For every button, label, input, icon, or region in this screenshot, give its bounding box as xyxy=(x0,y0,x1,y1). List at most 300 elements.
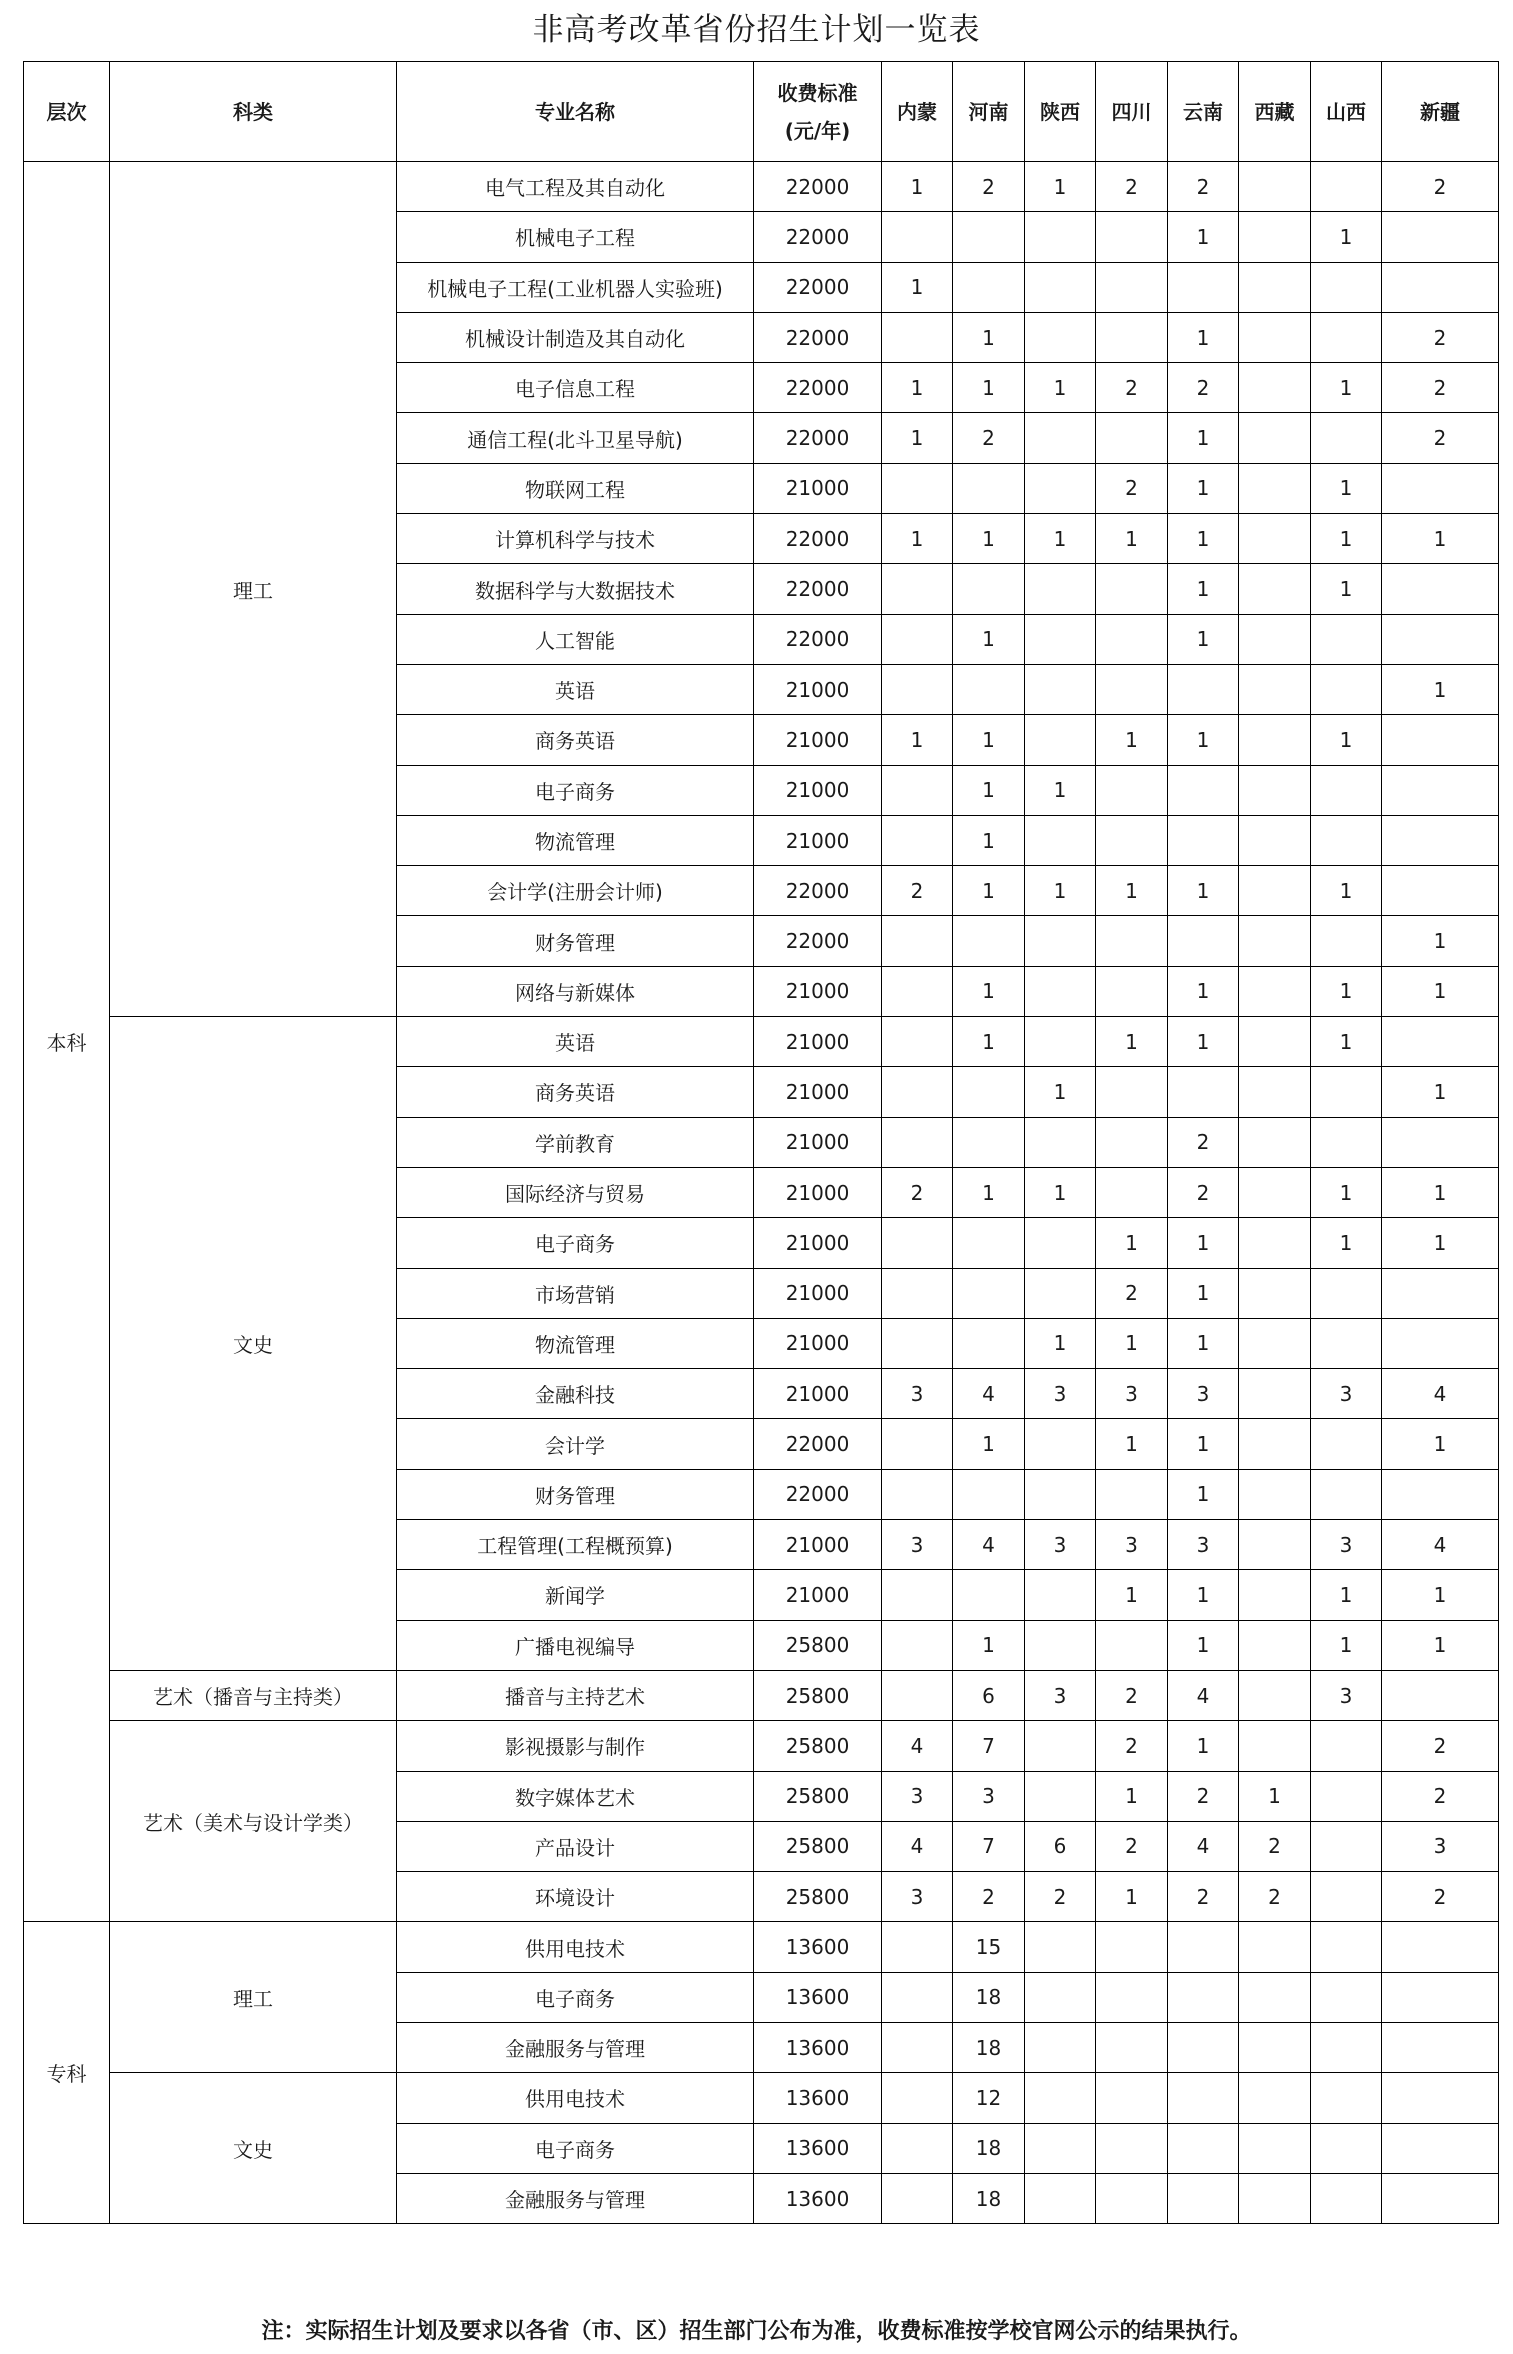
quota-cell: 2 xyxy=(1382,413,1499,463)
quota-cell xyxy=(1311,1117,1382,1167)
quota-cell xyxy=(882,212,953,262)
fee-cell: 21000 xyxy=(754,1520,882,1570)
quota-cell: 2 xyxy=(882,1167,953,1217)
quota-cell xyxy=(882,916,953,966)
quota-cell: 2 xyxy=(1239,1821,1311,1871)
quota-cell xyxy=(1311,1318,1382,1368)
fee-cell: 25800 xyxy=(754,1721,882,1771)
quota-cell xyxy=(1168,664,1239,714)
quota-cell: 2 xyxy=(1168,1872,1239,1922)
quota-cell: 2 xyxy=(1168,1771,1239,1821)
quota-cell xyxy=(1025,1570,1096,1620)
quota-cell xyxy=(953,212,1025,262)
quota-cell: 1 xyxy=(1168,1017,1239,1067)
quota-cell xyxy=(1311,1972,1382,2022)
quota-cell xyxy=(1025,2073,1096,2123)
quota-cell xyxy=(1311,614,1382,664)
quota-cell: 1 xyxy=(1311,966,1382,1016)
fee-cell: 21000 xyxy=(754,1268,882,1318)
quota-cell: 3 xyxy=(882,1771,953,1821)
quota-cell: 1 xyxy=(1096,1771,1168,1821)
quota-cell: 1 xyxy=(1311,1218,1382,1268)
quota-cell xyxy=(1239,2073,1311,2123)
quota-cell: 2 xyxy=(1168,363,1239,413)
quota-cell: 1 xyxy=(1025,363,1096,413)
quota-cell xyxy=(1311,1771,1382,1821)
quota-cell xyxy=(1311,2173,1382,2223)
fee-cell: 25800 xyxy=(754,1771,882,1821)
major-cell: 金融服务与管理 xyxy=(397,2022,754,2072)
quota-cell: 1 xyxy=(1382,1067,1499,1117)
quota-cell: 2 xyxy=(1096,463,1168,513)
quota-cell: 1 xyxy=(882,363,953,413)
quota-cell: 1 xyxy=(1311,463,1382,513)
quota-cell: 3 xyxy=(1096,1520,1168,1570)
quota-cell xyxy=(1025,916,1096,966)
quota-cell: 1 xyxy=(1168,564,1239,614)
quota-cell: 1 xyxy=(1096,1218,1168,1268)
quota-cell: 2 xyxy=(1096,162,1168,212)
quota-cell: 1 xyxy=(1382,1218,1499,1268)
major-cell: 财务管理 xyxy=(397,916,754,966)
header-province: 内蒙 xyxy=(882,62,953,162)
quota-cell xyxy=(1239,966,1311,1016)
fee-cell: 22000 xyxy=(754,514,882,564)
quota-cell xyxy=(953,1318,1025,1368)
fee-cell: 21000 xyxy=(754,1167,882,1217)
quota-cell xyxy=(1168,2022,1239,2072)
fee-cell: 22000 xyxy=(754,413,882,463)
quota-cell xyxy=(1096,312,1168,362)
quota-cell: 2 xyxy=(1096,1721,1168,1771)
quota-cell: 1 xyxy=(1096,1017,1168,1067)
quota-cell: 1 xyxy=(1382,1620,1499,1670)
fee-cell: 21000 xyxy=(754,966,882,1016)
quota-cell xyxy=(1025,664,1096,714)
major-cell: 会计学(注册会计师) xyxy=(397,866,754,916)
quota-cell: 7 xyxy=(953,1721,1025,1771)
quota-cell xyxy=(1239,212,1311,262)
quota-cell: 3 xyxy=(882,1520,953,1570)
quota-cell xyxy=(1096,966,1168,1016)
quota-cell xyxy=(1239,1469,1311,1519)
quota-cell xyxy=(1096,2123,1168,2173)
category-cell: 理工 xyxy=(110,162,397,1017)
quota-cell xyxy=(1382,212,1499,262)
quota-cell: 1 xyxy=(1168,1721,1239,1771)
quota-cell: 1 xyxy=(1311,866,1382,916)
quota-cell xyxy=(1311,916,1382,966)
quota-cell xyxy=(1025,1620,1096,1670)
quota-cell: 1 xyxy=(1096,715,1168,765)
quota-cell: 1 xyxy=(1311,1570,1382,1620)
quota-cell: 3 xyxy=(1096,1369,1168,1419)
fee-cell: 21000 xyxy=(754,1218,882,1268)
quota-cell xyxy=(1025,1771,1096,1821)
quota-cell: 1 xyxy=(1168,312,1239,362)
quota-cell xyxy=(1382,2123,1499,2173)
header-province: 四川 xyxy=(1096,62,1168,162)
quota-cell: 1 xyxy=(882,413,953,463)
quota-cell xyxy=(1311,1872,1382,1922)
quota-cell xyxy=(953,463,1025,513)
major-cell: 物联网工程 xyxy=(397,463,754,513)
major-cell: 金融服务与管理 xyxy=(397,2173,754,2223)
quota-cell xyxy=(1025,1218,1096,1268)
fee-cell: 13600 xyxy=(754,2022,882,2072)
quota-cell: 1 xyxy=(1168,212,1239,262)
fee-cell: 21000 xyxy=(754,815,882,865)
quota-cell xyxy=(1096,664,1168,714)
header-fee-line1: 收费标准 xyxy=(777,80,858,105)
quota-cell xyxy=(1025,1419,1096,1469)
quota-cell xyxy=(1311,2022,1382,2072)
quota-cell: 18 xyxy=(953,1972,1025,2022)
header-fee-line2: (元/年) xyxy=(784,118,851,143)
quota-cell xyxy=(1311,262,1382,312)
quota-cell xyxy=(882,1570,953,1620)
quota-cell xyxy=(1025,1017,1096,1067)
fee-cell: 22000 xyxy=(754,564,882,614)
quota-cell: 2 xyxy=(1096,1821,1168,1871)
quota-cell: 1 xyxy=(953,765,1025,815)
quota-cell: 1 xyxy=(953,715,1025,765)
quota-cell: 1 xyxy=(953,815,1025,865)
quota-cell xyxy=(1239,2123,1311,2173)
quota-cell xyxy=(1239,162,1311,212)
quota-cell xyxy=(1239,1570,1311,1620)
quota-cell: 1 xyxy=(1382,1570,1499,1620)
quota-cell: 3 xyxy=(882,1872,953,1922)
quota-cell: 1 xyxy=(1311,564,1382,614)
quota-cell xyxy=(1025,966,1096,1016)
quota-cell xyxy=(1239,1318,1311,1368)
major-cell: 网络与新媒体 xyxy=(397,966,754,1016)
major-cell: 物流管理 xyxy=(397,1318,754,1368)
quota-cell: 1 xyxy=(1096,1419,1168,1469)
quota-cell: 1 xyxy=(1025,514,1096,564)
quota-cell xyxy=(1025,1117,1096,1167)
quota-cell xyxy=(1239,1972,1311,2022)
quota-cell xyxy=(882,2173,953,2223)
quota-cell xyxy=(1239,1922,1311,1972)
quota-cell: 1 xyxy=(1382,966,1499,1016)
quota-cell: 18 xyxy=(953,2022,1025,2072)
category-cell: 艺术（美术与设计学类） xyxy=(110,1721,397,1922)
table-row xyxy=(24,1017,1499,1067)
quota-cell xyxy=(1311,2123,1382,2173)
fee-cell: 22000 xyxy=(754,262,882,312)
table-row xyxy=(24,2073,1499,2123)
major-cell: 电气工程及其自动化 xyxy=(397,162,754,212)
quota-cell xyxy=(1382,715,1499,765)
quota-cell: 2 xyxy=(1382,312,1499,362)
quota-cell: 1 xyxy=(1096,866,1168,916)
major-cell: 英语 xyxy=(397,1017,754,1067)
quota-cell xyxy=(1025,614,1096,664)
fee-cell: 25800 xyxy=(754,1821,882,1871)
major-cell: 广播电视编导 xyxy=(397,1620,754,1670)
quota-cell: 2 xyxy=(1168,1117,1239,1167)
quota-cell: 1 xyxy=(1168,1469,1239,1519)
quota-cell: 6 xyxy=(1025,1821,1096,1871)
quota-cell: 1 xyxy=(953,1167,1025,1217)
quota-cell xyxy=(1025,1268,1096,1318)
category-cell: 艺术（播音与主持类） xyxy=(110,1670,397,1720)
quota-cell xyxy=(1239,1721,1311,1771)
quota-cell xyxy=(882,1419,953,1469)
quota-cell: 2 xyxy=(1382,1721,1499,1771)
header-province: 云南 xyxy=(1168,62,1239,162)
quota-cell xyxy=(882,564,953,614)
quota-cell xyxy=(1382,463,1499,513)
major-cell: 会计学 xyxy=(397,1419,754,1469)
quota-cell: 1 xyxy=(1168,463,1239,513)
quota-cell xyxy=(1096,2073,1168,2123)
quota-cell: 4 xyxy=(882,1821,953,1871)
major-cell: 市场营销 xyxy=(397,1268,754,1318)
quota-cell xyxy=(1239,664,1311,714)
fee-cell: 21000 xyxy=(754,1369,882,1419)
quota-cell: 3 xyxy=(1168,1520,1239,1570)
quota-cell: 1 xyxy=(1382,664,1499,714)
quota-cell xyxy=(882,1067,953,1117)
quota-cell xyxy=(1311,664,1382,714)
quota-cell xyxy=(1239,1369,1311,1419)
level-cell: 专科 xyxy=(24,1922,110,2224)
quota-cell: 1 xyxy=(1168,413,1239,463)
quota-cell: 1 xyxy=(1311,1167,1382,1217)
quota-cell xyxy=(1239,2022,1311,2072)
quota-cell xyxy=(1096,2173,1168,2223)
fee-cell: 13600 xyxy=(754,2123,882,2173)
quota-cell: 1 xyxy=(1168,1268,1239,1318)
quota-cell: 1 xyxy=(1382,1419,1499,1469)
quota-cell xyxy=(1239,1670,1311,1720)
quota-cell xyxy=(1096,1620,1168,1670)
quota-cell: 1 xyxy=(953,1017,1025,1067)
quota-cell: 1 xyxy=(1311,715,1382,765)
quota-cell: 7 xyxy=(953,1821,1025,1871)
quota-cell xyxy=(1096,564,1168,614)
quota-cell: 2 xyxy=(1096,363,1168,413)
quota-cell: 1 xyxy=(1025,162,1096,212)
quota-cell: 3 xyxy=(1025,1670,1096,1720)
major-cell: 产品设计 xyxy=(397,1821,754,1871)
major-cell: 国际经济与贸易 xyxy=(397,1167,754,1217)
quota-cell: 1 xyxy=(1168,514,1239,564)
quota-cell: 18 xyxy=(953,2173,1025,2223)
major-cell: 电子商务 xyxy=(397,1972,754,2022)
quota-cell xyxy=(882,1017,953,1067)
quota-cell xyxy=(882,1268,953,1318)
quota-cell xyxy=(1025,1721,1096,1771)
level-cell: 本科 xyxy=(24,162,110,1922)
quota-cell xyxy=(1168,1067,1239,1117)
quota-cell: 3 xyxy=(1382,1821,1499,1871)
quota-cell: 2 xyxy=(1382,1872,1499,1922)
quota-cell xyxy=(1382,2073,1499,2123)
quota-cell xyxy=(882,463,953,513)
enrollment-plan-table xyxy=(23,61,1499,2224)
quota-cell xyxy=(1168,2173,1239,2223)
quota-cell xyxy=(1239,564,1311,614)
quota-cell: 1 xyxy=(1311,212,1382,262)
quota-cell xyxy=(1382,1017,1499,1067)
quota-cell xyxy=(953,916,1025,966)
quota-cell xyxy=(1025,1469,1096,1519)
quota-cell: 1 xyxy=(1168,966,1239,1016)
quota-cell: 1 xyxy=(1382,514,1499,564)
quota-cell: 1 xyxy=(1311,514,1382,564)
fee-cell: 22000 xyxy=(754,866,882,916)
quota-cell: 1 xyxy=(882,514,953,564)
header-province: 山西 xyxy=(1311,62,1382,162)
quota-cell xyxy=(882,312,953,362)
major-cell: 物流管理 xyxy=(397,815,754,865)
quota-cell: 2 xyxy=(1239,1872,1311,1922)
quota-cell: 1 xyxy=(1311,1620,1382,1670)
major-cell: 播音与主持艺术 xyxy=(397,1670,754,1720)
quota-cell xyxy=(1239,815,1311,865)
major-cell: 工程管理(工程概预算) xyxy=(397,1520,754,1570)
header-level: 层次 xyxy=(24,62,110,162)
quota-cell: 1 xyxy=(953,1620,1025,1670)
quota-cell xyxy=(1311,765,1382,815)
quota-cell xyxy=(1382,2173,1499,2223)
fee-cell: 22000 xyxy=(754,1419,882,1469)
quota-cell xyxy=(882,2022,953,2072)
quota-cell: 1 xyxy=(1025,866,1096,916)
quota-cell xyxy=(882,1469,953,1519)
quota-cell xyxy=(882,1972,953,2022)
quota-cell xyxy=(1311,312,1382,362)
major-cell: 供用电技术 xyxy=(397,2073,754,2123)
major-cell: 新闻学 xyxy=(397,1570,754,1620)
quota-cell xyxy=(1025,312,1096,362)
quota-cell xyxy=(1096,815,1168,865)
quota-cell xyxy=(882,1620,953,1670)
quota-cell: 2 xyxy=(1168,1167,1239,1217)
quota-cell: 1 xyxy=(953,614,1025,664)
quota-cell xyxy=(1025,463,1096,513)
quota-cell xyxy=(1239,413,1311,463)
quota-cell: 1 xyxy=(882,262,953,312)
quota-cell xyxy=(882,1670,953,1720)
fee-cell: 21000 xyxy=(754,1017,882,1067)
fee-cell: 25800 xyxy=(754,1670,882,1720)
quota-cell xyxy=(1239,1218,1311,1268)
quota-cell xyxy=(1239,916,1311,966)
quota-cell xyxy=(1382,564,1499,614)
quota-cell xyxy=(953,1218,1025,1268)
fee-cell: 13600 xyxy=(754,2173,882,2223)
quota-cell: 2 xyxy=(953,413,1025,463)
quota-cell: 1 xyxy=(1239,1771,1311,1821)
major-cell: 英语 xyxy=(397,664,754,714)
quota-cell xyxy=(1239,1167,1311,1217)
quota-cell xyxy=(1096,1167,1168,1217)
quota-cell xyxy=(882,1117,953,1167)
quota-cell: 3 xyxy=(882,1369,953,1419)
quota-cell xyxy=(1239,1620,1311,1670)
quota-cell xyxy=(1382,1268,1499,1318)
quota-cell xyxy=(1025,1922,1096,1972)
quota-cell: 1 xyxy=(1025,1167,1096,1217)
major-cell: 通信工程(北斗卫星导航) xyxy=(397,413,754,463)
quota-cell xyxy=(1311,1067,1382,1117)
major-cell: 环境设计 xyxy=(397,1872,754,1922)
major-cell: 电子商务 xyxy=(397,1218,754,1268)
quota-cell: 3 xyxy=(1025,1520,1096,1570)
fee-cell: 21000 xyxy=(754,664,882,714)
quota-cell: 3 xyxy=(1168,1369,1239,1419)
quota-cell xyxy=(882,815,953,865)
quota-cell: 6 xyxy=(953,1670,1025,1720)
quota-cell xyxy=(1311,1922,1382,1972)
fee-cell: 21000 xyxy=(754,1067,882,1117)
quota-cell xyxy=(1168,262,1239,312)
quota-cell xyxy=(1096,1972,1168,2022)
quota-cell xyxy=(1311,413,1382,463)
quota-cell xyxy=(1168,815,1239,865)
quota-cell: 1 xyxy=(953,866,1025,916)
quota-cell xyxy=(1025,262,1096,312)
quota-cell: 1 xyxy=(1168,1218,1239,1268)
quota-cell: 2 xyxy=(953,162,1025,212)
major-cell: 电子信息工程 xyxy=(397,363,754,413)
quota-cell: 3 xyxy=(953,1771,1025,1821)
quota-cell: 4 xyxy=(1168,1670,1239,1720)
quota-cell xyxy=(882,1218,953,1268)
fee-cell: 22000 xyxy=(754,312,882,362)
quota-cell xyxy=(953,1067,1025,1117)
header-province: 新疆 xyxy=(1382,62,1499,162)
quota-cell: 4 xyxy=(882,1721,953,1771)
quota-cell xyxy=(1382,2022,1499,2072)
quota-cell: 2 xyxy=(1382,363,1499,413)
quota-cell: 1 xyxy=(953,966,1025,1016)
fee-cell: 13600 xyxy=(754,2073,882,2123)
quota-cell xyxy=(1311,1721,1382,1771)
quota-cell xyxy=(1096,1922,1168,1972)
major-cell: 金融科技 xyxy=(397,1369,754,1419)
quota-cell: 1 xyxy=(1168,866,1239,916)
fee-cell: 21000 xyxy=(754,1117,882,1167)
quota-cell: 1 xyxy=(1168,1620,1239,1670)
quota-cell xyxy=(1168,916,1239,966)
quota-cell xyxy=(1311,2073,1382,2123)
quota-cell xyxy=(1096,765,1168,815)
quota-cell: 1 xyxy=(1311,363,1382,413)
quota-cell: 2 xyxy=(1168,162,1239,212)
quota-cell xyxy=(1311,1419,1382,1469)
quota-cell xyxy=(1168,1972,1239,2022)
quota-cell xyxy=(1239,514,1311,564)
major-cell: 学前教育 xyxy=(397,1117,754,1167)
quota-cell: 1 xyxy=(953,514,1025,564)
quota-cell xyxy=(1025,2123,1096,2173)
quota-cell xyxy=(1382,1670,1499,1720)
fee-cell: 21000 xyxy=(754,765,882,815)
major-cell: 电子商务 xyxy=(397,765,754,815)
quota-cell: 4 xyxy=(953,1369,1025,1419)
major-cell: 机械电子工程(工业机器人实验班) xyxy=(397,262,754,312)
quota-cell: 1 xyxy=(1382,1167,1499,1217)
fee-cell: 22000 xyxy=(754,212,882,262)
quota-cell xyxy=(882,765,953,815)
fee-cell: 13600 xyxy=(754,1922,882,1972)
